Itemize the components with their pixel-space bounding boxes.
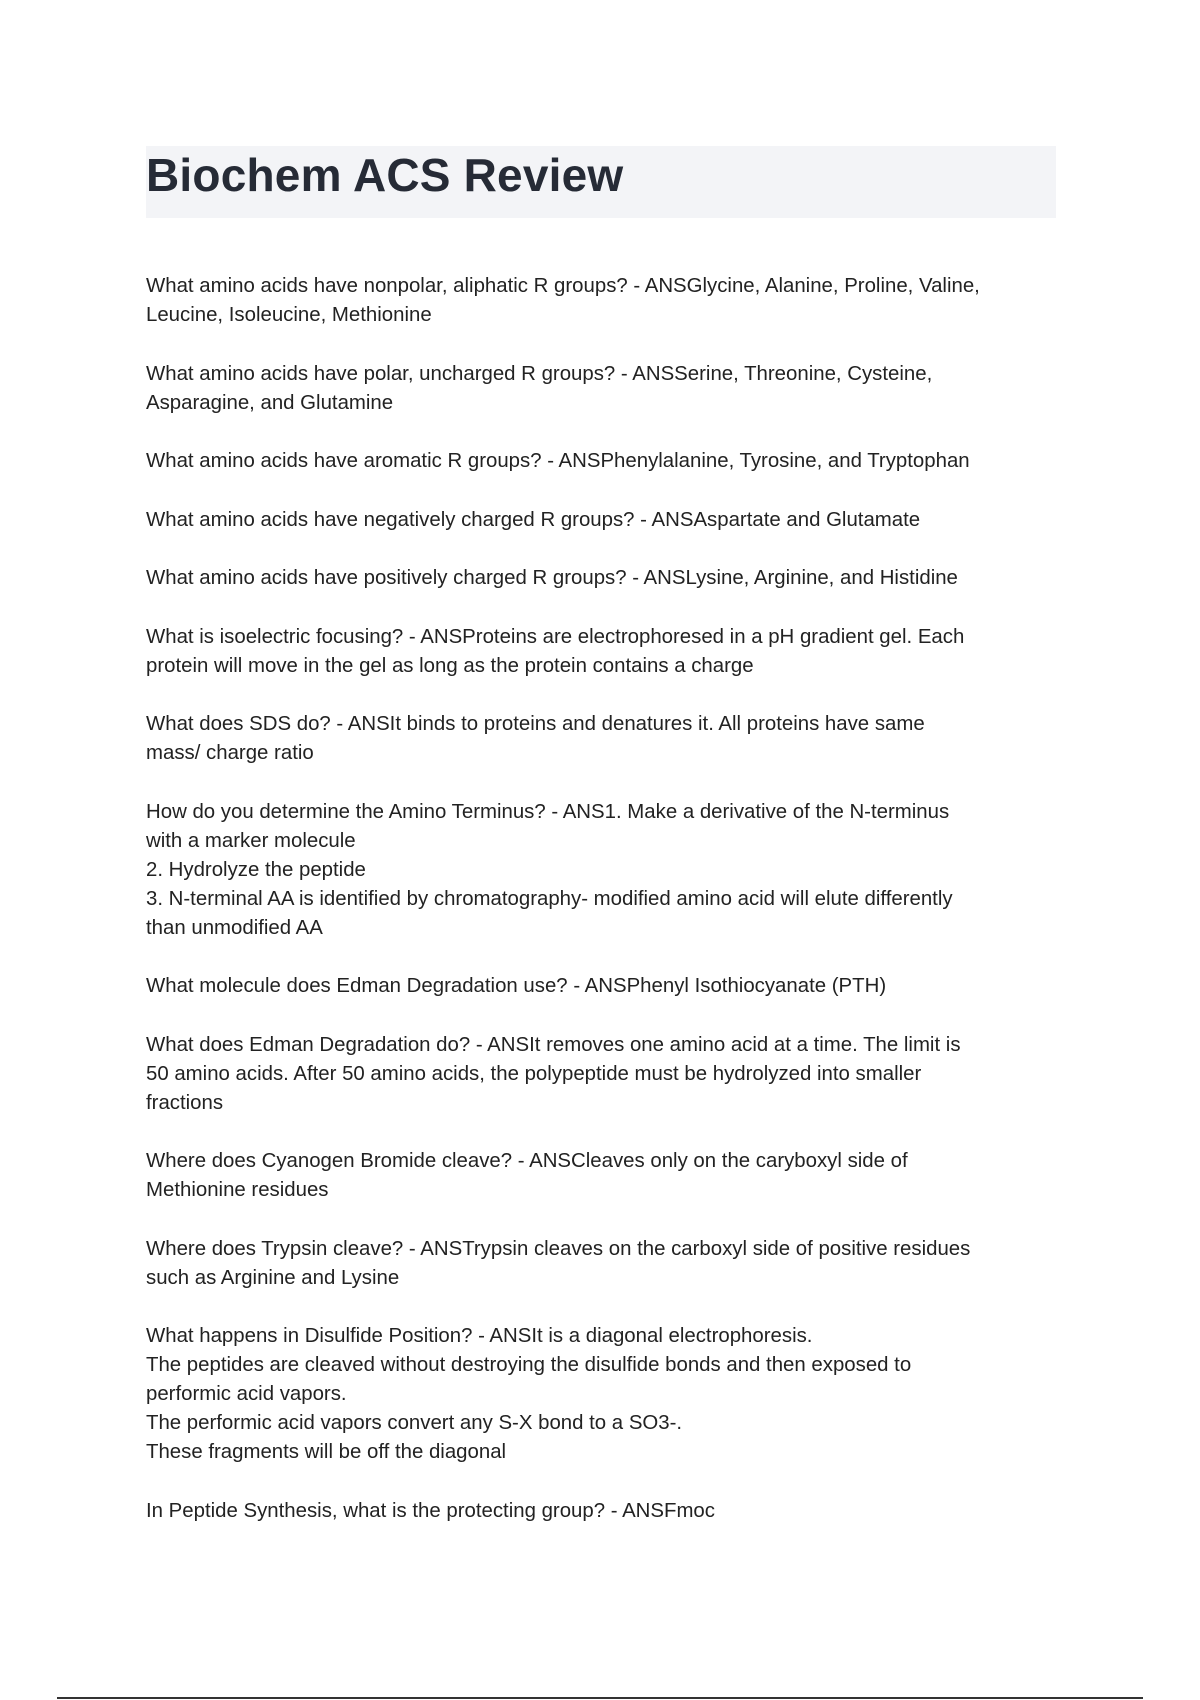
qa-item [146, 564, 1062, 593]
qa-line: Methionine residues [146, 1179, 329, 1201]
page-title: Biochem ACS Review [146, 149, 624, 201]
qa-line: 50 amino acids. After 50 amino acids, the polypeptide must be hydrolyzed into smaller [146, 1062, 922, 1085]
qa-line: mass/ charge ratio [146, 742, 314, 764]
qa-item [146, 1322, 1062, 1467]
qa-line: Where does Trypsin cleave? - ANSTrypsin cleaves on the carboxyl side of positive residues [146, 1237, 971, 1260]
qa-line: Leucine, Isoleucine, Methionine [146, 304, 432, 326]
qa-line: What amino acids have aromatic R groups? - ANSPhenylalanine, Tyrosine, and Tryptophan [146, 450, 970, 472]
qa-item [146, 272, 1062, 330]
qa-line: What amino acids have nonpolar, aliphatic R groups? - ANSGlycine, Alanine, Proline, Valine, [146, 275, 980, 297]
qa-item [146, 360, 1062, 418]
qa-line: The peptides are cleaved without destroying the disulfide bonds and then exposed to [146, 1354, 912, 1376]
qa-line: These fragments will be off the diagonal [146, 1441, 507, 1463]
footer-divider [57, 1697, 1143, 1699]
qa-item [146, 1031, 1062, 1118]
qa-item [146, 1147, 1062, 1205]
qa-line: What is isoelectric focusing? - ANSProteins are electrophoresed in a pH gradient gel. Each [146, 625, 965, 648]
qa-line: performic acid vapors. [146, 1383, 347, 1405]
qa-line: Asparagine, and Glutamine [146, 391, 394, 414]
qa-line: What happens in Disulfide Position? - ANSIt is a diagonal electrophoresis. [146, 1325, 813, 1347]
qa-line: How do you determine the Amino Terminus? - ANS1. Make a derivative of the N-terminus [146, 800, 950, 823]
qa-line: What amino acids have negatively charged R groups? - ANSAspartate and Glutamate [146, 508, 921, 531]
qa-item [146, 1235, 1062, 1293]
qa-line: than unmodified AA [146, 916, 323, 939]
qa-line: 3. N-terminal AA is identified by chromatography- modified amino acid will elute differently [146, 887, 953, 910]
qa-item [146, 623, 1062, 681]
qa-line: protein will move in the gel as long as the protein contains a charge [146, 654, 754, 677]
qa-item [146, 447, 1062, 476]
qa-line: fractions [146, 1091, 224, 1114]
qa-item [146, 710, 1062, 768]
qa-line: with a marker molecule [146, 829, 356, 852]
qa-list [146, 272, 1062, 1555]
qa-line: What amino acids have polar, uncharged R groups? - ANSSerine, Threonine, Cysteine, [146, 362, 933, 385]
qa-line: In Peptide Synthesis, what is the protecting group? - ANSFmoc [146, 1499, 715, 1522]
qa-line: What amino acids have positively charged R groups? - ANSLysine, Arginine, and Histidine [146, 567, 958, 589]
qa-item [146, 506, 1062, 535]
qa-line: 2. Hydrolyze the peptide [146, 858, 366, 881]
qa-line: What does SDS do? - ANSIt binds to proteins and denatures it. All proteins have same [146, 713, 925, 735]
qa-item [146, 1497, 1062, 1526]
qa-line: such as Arginine and Lysine [146, 1266, 400, 1289]
qa-line: The performic acid vapors convert any S-X bond to a SO3-. [146, 1412, 683, 1434]
qa-item [146, 798, 1062, 943]
qa-line: What does Edman Degradation do? - ANSIt removes one amino acid at a time. The limit is [146, 1033, 961, 1056]
qa-line: What molecule does Edman Degradation use? - ANSPhenyl Isothiocyanate (PTH) [146, 975, 887, 997]
qa-line: Where does Cyanogen Bromide cleave? - ANSCleaves only on the caryboxyl side of [146, 1150, 908, 1172]
qa-item [146, 972, 1062, 1001]
